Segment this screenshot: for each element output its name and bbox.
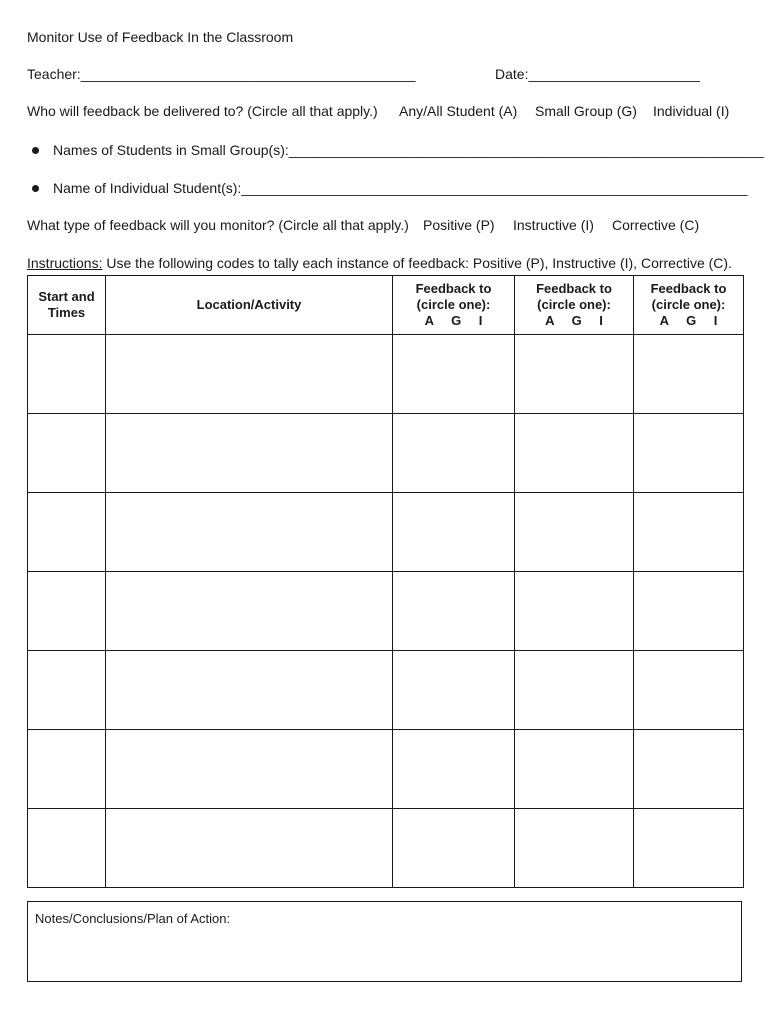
table-cell[interactable]	[28, 730, 106, 809]
form-title: Monitor Use of Feedback In the Classroom	[27, 29, 294, 45]
table-cell[interactable]	[634, 493, 744, 572]
tally-table-body	[28, 335, 744, 888]
date-field[interactable]: Date:______________________	[495, 66, 700, 82]
table-cell[interactable]	[634, 335, 744, 414]
table-cell[interactable]	[106, 335, 393, 414]
table-row	[28, 572, 744, 651]
table-cell[interactable]	[106, 809, 393, 888]
feedback-header-line2: (circle one):	[651, 297, 726, 312]
option-individual[interactable]: Individual (I)	[653, 103, 730, 119]
table-cell[interactable]	[393, 651, 515, 730]
table-cell[interactable]	[515, 572, 634, 651]
table-row	[28, 809, 744, 888]
col-header-feedback	[634, 276, 744, 335]
table-cell[interactable]	[393, 335, 515, 414]
col-header-start-times: Start and Times	[28, 276, 106, 335]
option-any-all-student[interactable]: Any/All Student (A)	[399, 103, 518, 119]
feedback-header-line2: (circle one):	[416, 297, 491, 312]
small-group-names-field[interactable]: Names of Students in Small Group(s):_____________________________________________________________	[53, 142, 764, 158]
bullet-icon	[32, 185, 39, 192]
table-row	[28, 651, 744, 730]
feedback-codes[interactable]: A G I	[545, 313, 603, 328]
feedback-header-line1: Feedback to	[650, 281, 727, 296]
table-row	[28, 730, 744, 809]
col-header-feedback	[393, 276, 515, 335]
table-cell[interactable]	[515, 730, 634, 809]
option-positive[interactable]: Positive (P)	[423, 217, 495, 233]
table-cell[interactable]	[393, 572, 515, 651]
type-question: What type of feedback will you monitor? (Circle all that apply.)	[27, 217, 409, 233]
table-cell[interactable]	[393, 414, 515, 493]
option-instructive[interactable]: Instructive (I)	[513, 217, 594, 233]
feedback-header-line1: Feedback to	[536, 281, 612, 296]
table-cell[interactable]	[634, 809, 744, 888]
feedback-header-line2: (circle one):	[537, 297, 611, 312]
table-cell[interactable]	[28, 335, 106, 414]
col-header-feedback	[515, 276, 634, 335]
table-cell[interactable]	[393, 493, 515, 572]
who-question: Who will feedback be delivered to? (Circle all that apply.)	[27, 103, 378, 119]
notes-box[interactable]	[27, 901, 742, 982]
table-cell[interactable]	[393, 809, 515, 888]
teacher-field[interactable]: Teacher:___________________________________________	[27, 66, 416, 82]
table-cell[interactable]	[106, 414, 393, 493]
table-cell[interactable]	[515, 335, 634, 414]
table-cell[interactable]	[28, 493, 106, 572]
table-row	[28, 335, 744, 414]
table-cell[interactable]	[28, 572, 106, 651]
tally-table	[27, 275, 744, 888]
table-cell[interactable]	[106, 730, 393, 809]
table-cell[interactable]	[515, 493, 634, 572]
table-row	[28, 414, 744, 493]
individual-names-field[interactable]: Name of Individual Student(s):_________________________________________________________________	[53, 180, 748, 196]
table-row	[28, 493, 744, 572]
option-corrective[interactable]: Corrective (C)	[612, 217, 700, 233]
option-small-group[interactable]: Small Group (G)	[535, 103, 637, 119]
col-header-location: Location/Activity	[106, 276, 393, 335]
table-cell[interactable]	[28, 414, 106, 493]
bullet-icon	[32, 147, 39, 154]
table-cell[interactable]	[634, 572, 744, 651]
table-cell[interactable]	[634, 651, 744, 730]
table-cell[interactable]	[515, 651, 634, 730]
instructions-label: Instructions:	[27, 255, 103, 271]
table-cell[interactable]	[28, 651, 106, 730]
type-row	[27, 217, 747, 233]
table-cell[interactable]	[106, 572, 393, 651]
table-cell[interactable]	[106, 493, 393, 572]
feedback-codes[interactable]: A G I	[424, 313, 483, 328]
individual-names-row	[32, 180, 747, 196]
feedback-header-line1: Feedback to	[415, 281, 492, 296]
small-group-names-row	[32, 142, 764, 158]
table-cell[interactable]	[634, 414, 744, 493]
notes-label: Notes/Conclusions/Plan of Action:	[35, 911, 231, 926]
table-cell[interactable]	[106, 651, 393, 730]
instructions	[27, 255, 732, 271]
instructions-text: Use the following codes to tally each instance of feedback: Positive (P), Instructive (I), Corrective (C).	[102, 255, 732, 271]
table-cell[interactable]	[634, 730, 744, 809]
table-cell[interactable]	[393, 730, 515, 809]
feedback-codes[interactable]: A G I	[659, 313, 718, 328]
table-cell[interactable]	[515, 809, 634, 888]
table-cell[interactable]	[515, 414, 634, 493]
who-row	[27, 103, 747, 119]
table-header-row	[28, 276, 744, 335]
table-cell[interactable]	[28, 809, 106, 888]
teacher-row	[27, 66, 717, 82]
